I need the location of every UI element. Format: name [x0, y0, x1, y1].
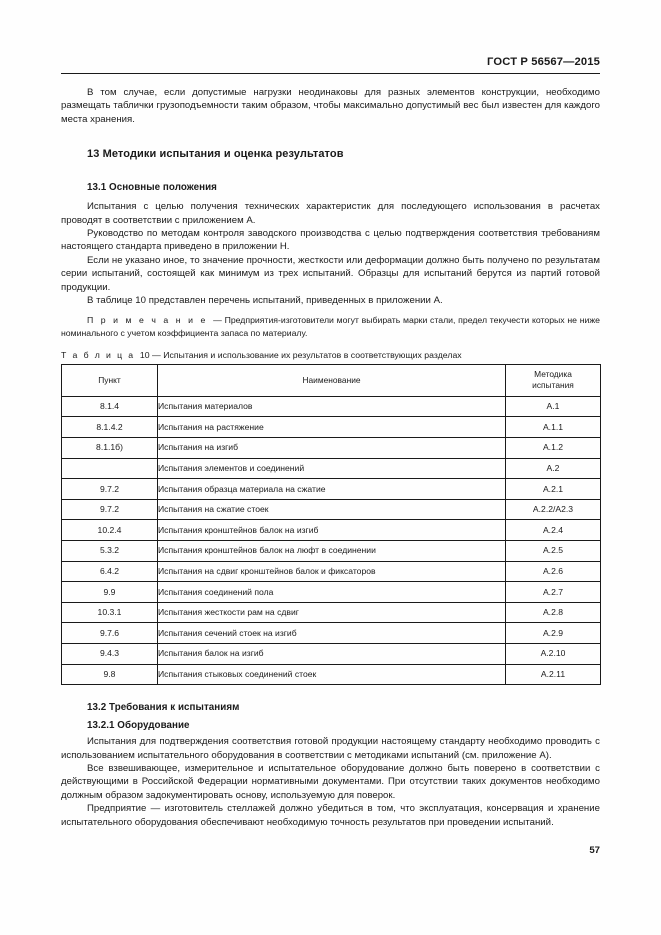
note-text: Предприятия-изготовители могут выбирать марки стали, предел текучести которых не ниже номинального с учетом коэффициента запаса по материалу.: [61, 315, 600, 338]
cell-name: Испытания стыковых соединений стоек: [158, 664, 506, 685]
cell-method: A.2.7: [506, 582, 601, 603]
cell-method: A.2.2/A2.3: [506, 499, 601, 520]
cell-clause: 9.8: [62, 664, 158, 685]
section-13-1-paragraph-4: В таблице 10 представлен перечень испытаний, приведенных в приложении А.: [87, 295, 443, 307]
cell-name: Испытания сечений стоек на изгиб: [158, 623, 506, 644]
section-13-2-1-paragraph-2: Все взвешивающее, измерительное и испытательное оборудование должно быть поверено в соответствии с действующими в Российской Федерации нормативными документами. При отсутствии таких документов необходимо должным образом задокументировать основу, используемую для поверок.: [61, 763, 600, 801]
table-row: [62, 541, 601, 562]
cell-method: A.2.8: [506, 602, 601, 623]
table-row: [62, 602, 601, 623]
table-row: [62, 438, 601, 459]
cell-clause: 8.1.4.2: [62, 417, 158, 438]
table-caption-label: Т а б л и ц а: [61, 349, 136, 360]
section-13-title: 13 Методики испытания и оценка результатов: [87, 148, 344, 161]
table-row: [62, 561, 601, 582]
table-10-caption: [61, 350, 600, 360]
table-row: [62, 479, 601, 500]
cell-method: A.2.5: [506, 541, 601, 562]
table-caption-dash: —: [152, 349, 161, 360]
document-content: [61, 86, 600, 829]
table-row: [62, 396, 601, 417]
cell-name: Испытания материалов: [158, 396, 506, 417]
cell-name: Испытания жесткости рам на сдвиг: [158, 602, 506, 623]
cell-clause: 6.4.2: [62, 561, 158, 582]
cell-name: Испытания балок на изгиб: [158, 644, 506, 665]
cell-method: A.2.6: [506, 561, 601, 582]
page-header-standard-ref: ГОСТ Р 56567—2015: [487, 56, 600, 68]
cell-name: Испытания на растяжение: [158, 417, 506, 438]
cell-name: Испытания на сдвиг кронштейнов балок и фиксаторов: [158, 561, 506, 582]
table-row: [62, 520, 601, 541]
page-number: 57: [589, 845, 600, 856]
table-row: [62, 417, 601, 438]
cell-name: Испытания кронштейнов балок на люфт в соединении: [158, 541, 506, 562]
section-13-1-paragraph-1: Испытания с целью получения технических характеристик для последующего использования в расчетах проводят в соответствии с приложением А.: [61, 201, 600, 226]
spacer: [61, 160, 600, 182]
cell-name: Испытания на изгиб: [158, 438, 506, 459]
note-label: П р и м е ч а н и е: [87, 315, 208, 326]
section-13-1-paragraph-2: Руководство по методам контроля заводского производства с целью подтверждения соответствия требованиям настоящего стандарта приведено в приложении Н.: [61, 228, 600, 253]
spacer: [61, 685, 600, 702]
column-header-method-line2: испытания: [532, 380, 574, 391]
cell-method: A.2.9: [506, 623, 601, 644]
table-caption-number: 10: [139, 349, 150, 360]
table-row: [62, 458, 601, 479]
cell-clause: 9.7.2: [62, 479, 158, 500]
table-row: [62, 664, 601, 685]
cell-method: A.2.10: [506, 644, 601, 665]
cell-method: A.1.2: [506, 438, 601, 459]
section-13-2-title: 13.2 Требования к испытаниям: [87, 702, 240, 714]
cell-clause: [62, 458, 158, 479]
cell-clause: 10.3.1: [62, 602, 158, 623]
table-10-head: [62, 364, 601, 396]
section-13-2-1-paragraph-3: Предприятие — изготовитель стеллажей должно убедиться в том, что эксплуатация, консервация и хранение испытательного оборудования обеспечивают необходимую точность результатов при проведении испытаний.: [61, 803, 600, 828]
table-10: [61, 364, 601, 685]
cell-method: A.2.11: [506, 664, 601, 685]
table-row: [62, 644, 601, 665]
cell-method: A.2: [506, 458, 601, 479]
cell-name: Испытания соединений пола: [158, 582, 506, 603]
table-caption-text: Испытания и использование их результатов в соответствующих разделах: [163, 349, 462, 360]
section-13-2-1-title: 13.2.1 Оборудование: [87, 720, 190, 732]
table-row: [62, 499, 601, 520]
cell-clause: 8.1.4: [62, 396, 158, 417]
note-dash: —: [213, 315, 222, 326]
spacer: [61, 713, 600, 720]
cell-method: A.1: [506, 396, 601, 417]
spacer: [61, 307, 600, 314]
cell-method: A.2.1: [506, 479, 601, 500]
cell-clause: 9.7.6: [62, 623, 158, 644]
section-13-2-1-paragraph-1: Испытания для подтверждения соответствия готовой продукции настоящему стандарту необходимо проводить с использованием испытательного оборудования в соответствии с методиками испытаний (см. приложение А).: [61, 736, 600, 761]
cell-clause: 8.1.1б): [62, 438, 158, 459]
cell-clause: 9.4.3: [62, 644, 158, 665]
section-13-1-note: [61, 314, 600, 338]
spacer: [61, 193, 600, 200]
cell-clause: 9.9: [62, 582, 158, 603]
cell-name: Испытания элементов и соединений: [158, 458, 506, 479]
cell-clause: 9.7.2: [62, 499, 158, 520]
cell-name: Испытания образца материала на сжатие: [158, 479, 506, 500]
intro-paragraph: В том случае, если допустимые нагрузки неодинаковы для разных элементов конструкции, необходимо размещать таблички грузоподъемности таким образом, чтобы максимально допустимый вес был известен для каждого места хранения.: [61, 87, 600, 125]
table-10-body: [62, 396, 601, 684]
column-header-method-line1: Методика: [534, 369, 572, 380]
spacer: [61, 339, 600, 350]
cell-method: A.2.4: [506, 520, 601, 541]
table-row: [62, 582, 601, 603]
cell-method: A.1.1: [506, 417, 601, 438]
column-header-name: Наименование: [158, 364, 506, 396]
section-13-1-title: 13.1 Основные положения: [87, 182, 217, 194]
cell-name: Испытания на сжатие стоек: [158, 499, 506, 520]
column-header-method: [506, 364, 601, 396]
cell-clause: 10.2.4: [62, 520, 158, 541]
table-header-row: [62, 364, 601, 396]
header-divider: [61, 73, 600, 74]
cell-clause: 5.3.2: [62, 541, 158, 562]
column-header-clause: Пункт: [62, 364, 158, 396]
cell-name: Испытания кронштейнов балок на изгиб: [158, 520, 506, 541]
section-13-1-paragraph-3: Если не указано иное, то значение прочности, жесткости или деформации должно быть получено по результатам серии испытаний, состоящей как минимум из трех испытаний. Образцы для испытаний берутся из партий готовой продукции.: [61, 254, 600, 293]
spacer: [61, 126, 600, 148]
table-row: [62, 623, 601, 644]
